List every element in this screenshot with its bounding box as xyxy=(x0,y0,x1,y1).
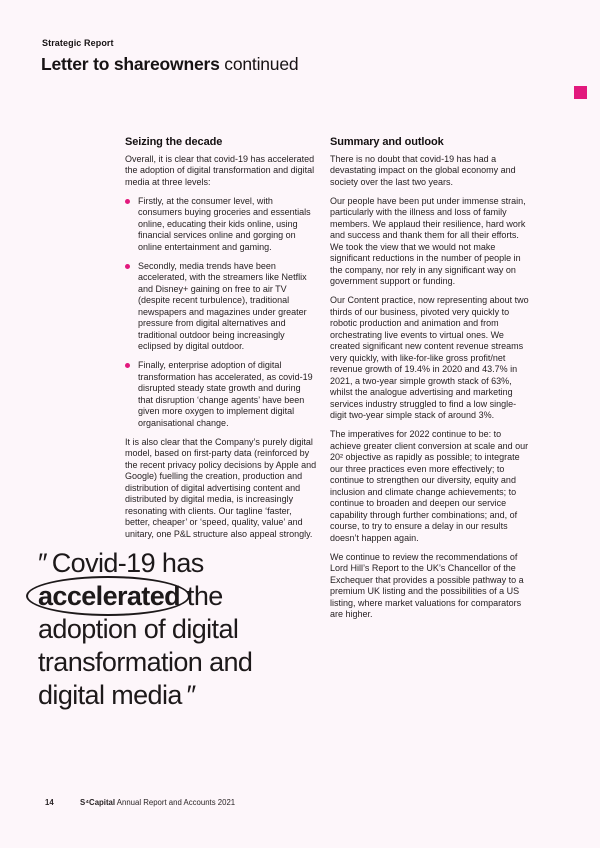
paragraph: Our Content practice, now representing about two thirds of our business, pivoted very quickly to robotic production and animation and from orchestrating live events to virtual ones. We created significant new content revenue streams very quickly, with like-for-like gross profit/net revenue growth of 19.4% in 2020 and 43.7% in 2021, a two-year simple growth stack of 63%, whilst the analogue advertising and marketing services industry struggled to find a low single-digit two-year simple stack of around 3%. xyxy=(330,295,529,420)
list-item xyxy=(125,360,318,429)
pull-quote-line: transformation and xyxy=(38,647,253,677)
footer-report-title xyxy=(80,798,235,807)
right-column xyxy=(330,137,529,628)
right-column-heading: Summary and outlook xyxy=(330,136,444,148)
paragraph: There is no doubt that covid-19 has had a devastating impact on the global economy and society over the last two years. xyxy=(330,153,516,187)
section-label: Strategic Report xyxy=(42,38,114,48)
bullet-list xyxy=(125,196,318,430)
left-intro-paragraph: Overall, it is clear that covid-19 has accelerated the adoption of digital transformation and digital media at three levels: xyxy=(125,153,315,187)
paragraph: We continue to review the recommendations of Lord Hill’s Report to the UK’s Chancellor of the Exchequer that provides a possible pathway to a premium UK listing and the possibilities of a US listing, where market valuations for comparators are higher. xyxy=(330,551,524,619)
pull-quote-line: ″ Covid-19 has xyxy=(38,548,204,578)
left-closing-paragraph: It is also clear that the Company’s purely digital model, based on first-party data (reinforced by the recent privacy policy decisions by Apple and Google) fuelling the creation, production and distribution of digital advertising content and distributed by digital media, is increasingly resonating with clients. Our tagline ‘faster, better, cheaper’ or ‘speed, quality, value’ and unitary, one P&L structure also appeal strongly. xyxy=(125,436,317,539)
pull-quote-line xyxy=(38,580,338,613)
bullet-dot-icon xyxy=(125,264,130,269)
paragraph: The imperatives for 2022 continue to be: to achieve greater client conversion at scale and our 20² objective as rapidly as possible; to integrate our three practices even more effectively; to continue to strengthen our diversity, equity and inclusion and climate change achievements; to continue to broaden and deepen our service capability through further combinations; and, of course, to try to ensure a delay in our results doesn’t happen again. xyxy=(330,429,529,543)
circled-word: accelerated xyxy=(38,581,181,611)
pull-quote xyxy=(38,547,338,712)
left-column xyxy=(125,137,318,548)
page-title xyxy=(41,54,298,75)
paragraph: Our people have been put under immense strain, particularly with the illness and loss of family members. We applaud their resilience, hard work and success and thank them for all their efforts. We took the view that we would not make significant reductions in the number of people in the company, nor rely in any significant way on government support or funding. xyxy=(330,195,526,286)
left-column-heading: Seizing the decade xyxy=(125,136,223,148)
pull-quote-line: adoption of digital xyxy=(38,614,239,644)
brand-logotype: S⁴Capital xyxy=(80,798,116,807)
list-item xyxy=(125,196,318,254)
page-number: 14 xyxy=(45,798,54,807)
pull-quote-line: digital media ″ xyxy=(38,680,196,710)
page-title-continued: continued xyxy=(219,54,299,74)
bullet-text: Finally, enterprise adoption of digital transformation has accelerated, as covid-19 disrupted steady state growth and during that disruption ‘change agents’ have been given more oxygen to implement digital organisational change. xyxy=(138,360,313,428)
bullet-text: Secondly, media trends have been accelerated, with the streamers like Netflix and Disney+ gaining on free to air TV (despite recent turbulence), traditional newspapers and magazines under greater pressure from digital alternatives and traditional outdoor being increasingly eclipsed by digital outdoor. xyxy=(138,260,307,351)
page-title-bold: Letter to shareowners xyxy=(41,54,220,74)
list-item xyxy=(125,261,318,353)
bullet-dot-icon xyxy=(125,199,130,204)
bullet-text: Firstly, at the consumer level, with consumers buying groceries and essentials online, educating their kids online, using financial services online and gorging on online entertainment and gaming. xyxy=(138,195,311,252)
footer-report-title-text: Annual Report and Accounts 2021 xyxy=(115,798,236,807)
section-marker-square xyxy=(574,86,587,99)
page-footer xyxy=(0,798,600,812)
bullet-dot-icon xyxy=(125,363,130,368)
pull-quote-text: the xyxy=(180,581,223,611)
